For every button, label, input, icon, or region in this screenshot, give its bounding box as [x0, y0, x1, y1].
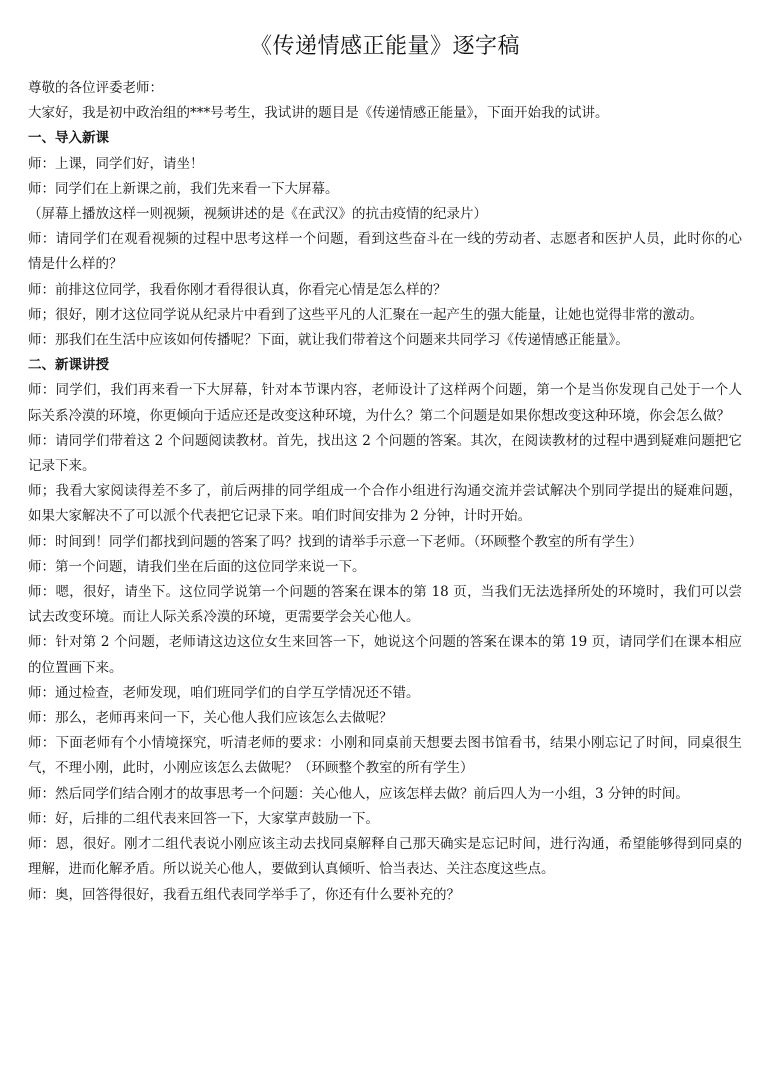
document-title: 《传递情感正能量》逐字稿 — [249, 34, 520, 59]
paragraph: 师：针对第 2 个问题，老师请这边这位女生来回答一下，她说这个问题的答案在课本的第 19 页，请同学们在课本相应的位置画下来。 — [28, 634, 742, 676]
paragraph: 师：好，后排的二组代表来回答一下，大家掌声鼓励一下。 — [28, 810, 379, 827]
paragraph: 师：时间到！同学们都找到问题的答案了吗？找到的请举手示意一下老师。（环顾整个教室的所有学生） — [28, 533, 643, 550]
paragraph: 师：然后同学们结合刚才的故事思考一个问题：关心他人，应该怎样去做？前后四人为一小组，3 分钟的时间。 — [28, 785, 689, 802]
paragraph: （屏幕上播放这样一则视频，视频讲述的是《在武汉》的抗击疫情的纪录片） — [28, 206, 487, 223]
paragraph: 师：同学们，我们再来看一下大屏幕，针对本节课内容，老师设计了这样两个问题，第一个是当你发现自己处于一个人际关系冷漠的环境，你更倾向于适应还是改变这种环境，为什么？第二个问题是如果你想改变这种环境，你会怎么做？ — [28, 382, 742, 424]
paragraph: 师；很好，刚才这位同学说从纪录片中看到了这些平凡的人汇聚在一起产生的强大能量，让她也觉得非常的激动。 — [28, 306, 703, 323]
paragraph: 师：请同学们带着这 2 个问题阅读教材。首先，找出这 2 个问题的答案。其次，在阅读教材的过程中遇到疑难问题把它记录下来。 — [28, 432, 742, 475]
paragraph: 师：请同学们在观看视频的过程中思考这样一个问题，看到这些奋斗在一线的劳动者、志愿者和医护人员，此时你的心情是什么样的？ — [28, 231, 742, 273]
paragraph: 师：下面老师有个小情境探究，听清老师的要求：小刚和同桌前天想要去图书馆看书，结果小刚忘记了时间，同桌很生气，不理小刚，此时，小刚应该怎么去做呢？（环顾整个教室的所有学生） — [28, 735, 742, 777]
paragraph: 大家好，我是初中政治组的***号考生，我试讲的题目是《传递情感正能量》，下面开始我的试讲。 — [28, 105, 609, 122]
paragraph: 师：嗯，很好，请坐下。这位同学说第一个问题的答案在课本的第 18 页，当我们无法选择所处的环境时，我们可以尝试去改变环境。而让人际关系冷漠的环境，更需要学会关心他人。 — [28, 584, 742, 626]
paragraph: 师：恩，很好。刚才二组代表说小刚应该主动去找同桌解释自己那天确实是忘记时间，进行沟通，希望能够得到同桌的理解，进而化解矛盾。所以说关心他人，要做到认真倾听、恰当表达、关注态度这些点。 — [28, 836, 742, 878]
paragraph: 尊敬的各位评委老师： — [28, 80, 163, 96]
section-heading: 二、新课讲授 — [28, 357, 109, 374]
paragraph: 师：那么，老师再来问一下，关心他人我们应该怎么去做呢？ — [28, 710, 393, 727]
paragraph: 师：上课，同学们好，请坐！ — [28, 155, 204, 172]
paragraph: 师：奥，回答得很好，我看五组代表同学举手了，你还有什么要补充的？ — [28, 886, 460, 903]
paragraph: 师：第一个问题，请我们坐在后面的这位同学来说一下。 — [28, 558, 366, 575]
paragraph: 师：同学们在上新课之前，我们先来看一下大屏幕。 — [28, 180, 339, 197]
section-heading: 一、导入新课 — [28, 130, 109, 147]
paragraph: 师：通过检查，老师发现，咱们班同学们的自学互学情况还不错。 — [28, 684, 420, 701]
document-body — [28, 76, 742, 908]
paragraph: 师：前排这位同学，我看你刚才看得很认真，你看完心情是怎么样的？ — [28, 281, 447, 298]
paragraph: 师：那我们在生活中应该如何传播呢？下面，就让我们带着这个问题来共同学习《传递情感正能量》。 — [28, 332, 629, 349]
paragraph: 师；我看大家阅读得差不多了，前后两排的同学组成一个合作小组进行沟通交流并尝试解决个别同学提出的疑难问题，如果大家解决不了可以派个代表把它记录下来。咱们时间安排为 2 分钟，计时开始。 — [28, 483, 742, 525]
